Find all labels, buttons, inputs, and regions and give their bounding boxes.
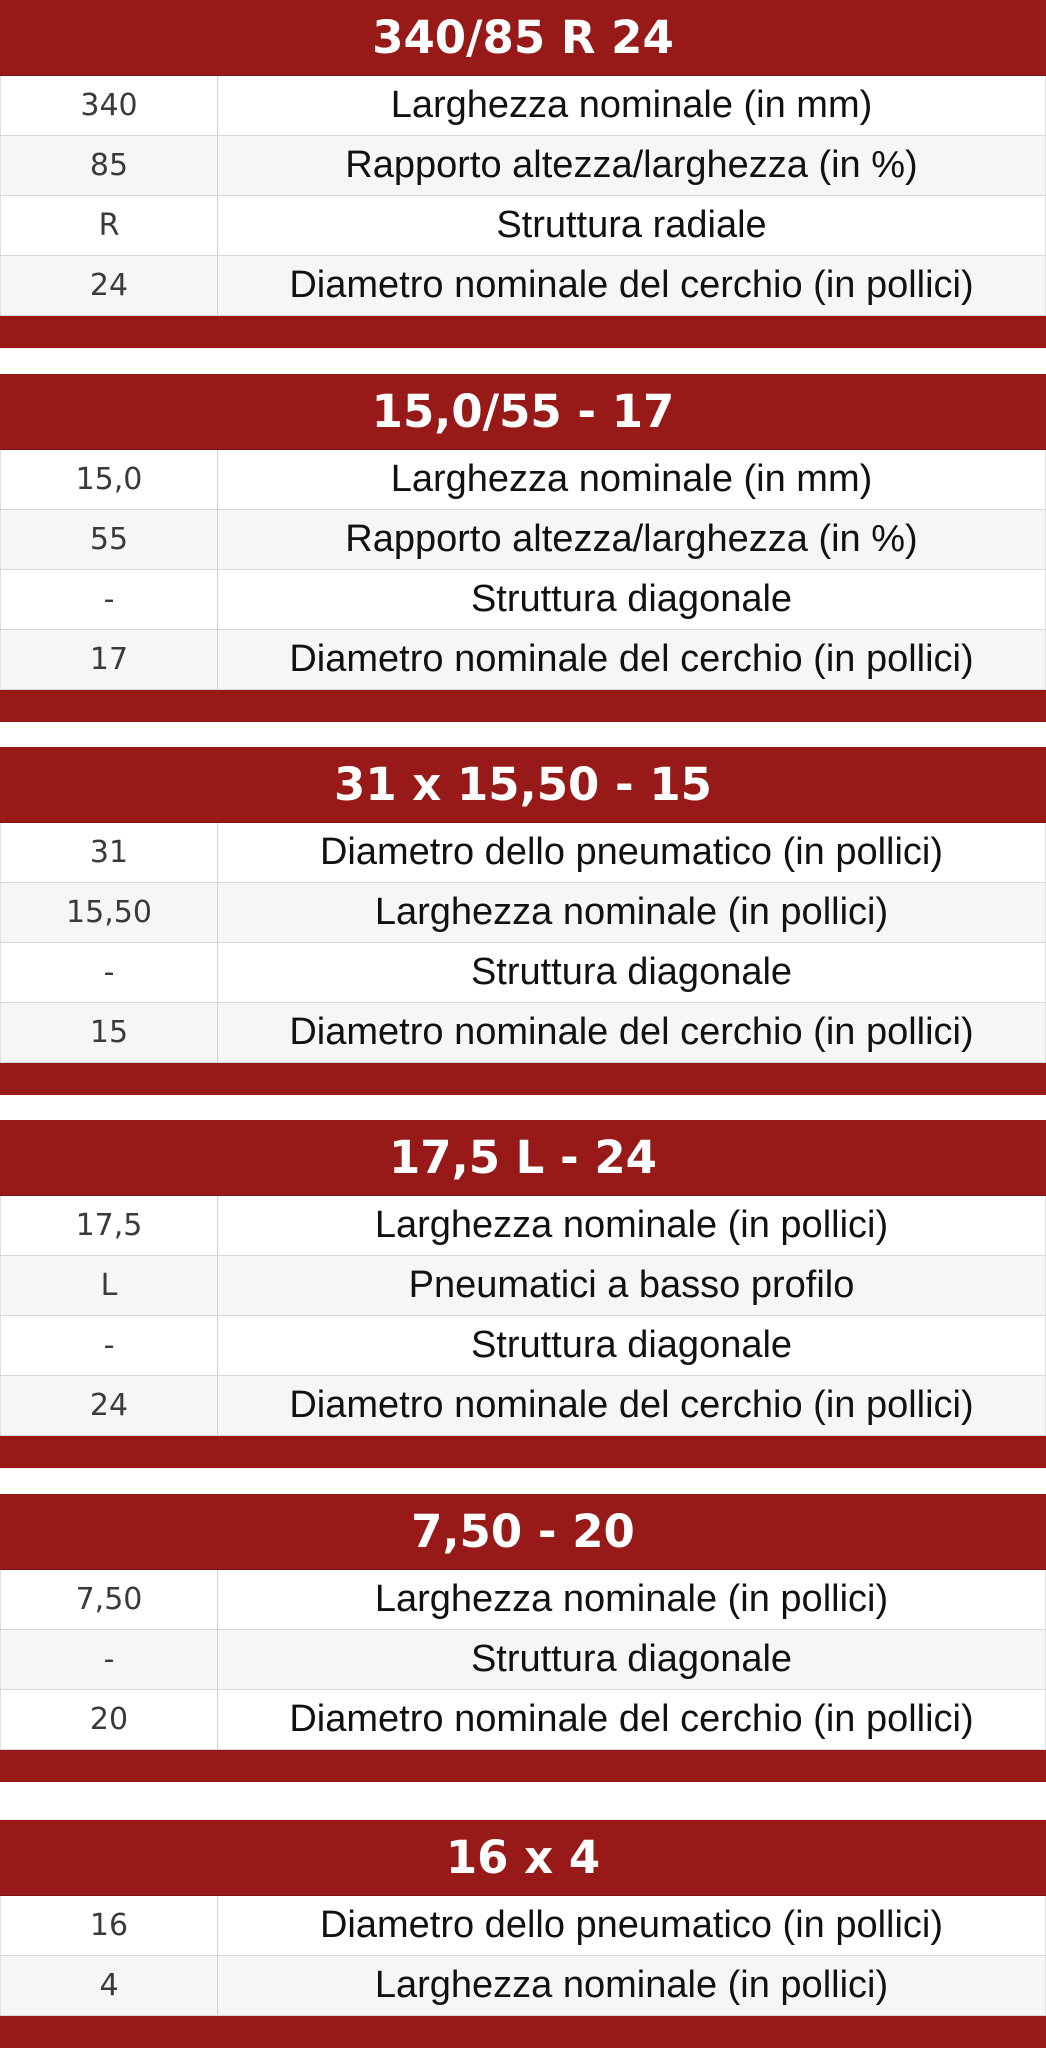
description-cell: Larghezza nominale (in pollici) — [218, 1570, 1046, 1629]
description-cell: Diametro nominale del cerchio (in pollici) — [218, 256, 1046, 315]
table-row — [0, 136, 1046, 196]
description-cell: Larghezza nominale (in mm) — [218, 450, 1046, 509]
code-cell: 15,50 — [0, 883, 218, 942]
code-cell: 20 — [0, 1690, 218, 1749]
table-footer-bar — [0, 316, 1046, 348]
code-cell: - — [0, 1630, 218, 1689]
description-cell: Larghezza nominale (in pollici) — [218, 1196, 1046, 1255]
description-cell: Rapporto altezza/larghezza (in %) — [218, 136, 1046, 195]
code-cell: 4 — [0, 1956, 218, 2015]
table-title: 15,0/55 - 17 — [0, 374, 1046, 450]
description-cell: Rapporto altezza/larghezza (in %) — [218, 510, 1046, 569]
table-row — [0, 823, 1046, 883]
tire-table-1 — [0, 0, 1046, 348]
table-row — [0, 1376, 1046, 1436]
code-cell: 17 — [0, 630, 218, 689]
description-cell: Diametro dello pneumatico (in pollici) — [218, 1896, 1046, 1955]
table-footer-bar — [0, 2016, 1046, 2048]
table-title: 7,50 - 20 — [0, 1494, 1046, 1570]
tire-table-5 — [0, 1494, 1046, 1782]
table-footer-bar — [0, 1436, 1046, 1468]
description-cell: Larghezza nominale (in mm) — [218, 76, 1046, 135]
code-cell: R — [0, 196, 218, 255]
table-row — [0, 1003, 1046, 1063]
code-cell: 15,0 — [0, 450, 218, 509]
description-cell: Diametro nominale del cerchio (in pollici) — [218, 630, 1046, 689]
table-title: 340/85 R 24 — [0, 0, 1046, 76]
code-cell: 55 — [0, 510, 218, 569]
table-row — [0, 196, 1046, 256]
description-cell: Larghezza nominale (in pollici) — [218, 883, 1046, 942]
table-row — [0, 1690, 1046, 1750]
table-row — [0, 630, 1046, 690]
description-cell: Struttura diagonale — [218, 943, 1046, 1002]
code-cell: 17,5 — [0, 1196, 218, 1255]
code-cell: 7,50 — [0, 1570, 218, 1629]
code-cell: L — [0, 1256, 218, 1315]
table-row — [0, 1570, 1046, 1630]
tire-table-4 — [0, 1120, 1046, 1468]
code-cell: - — [0, 943, 218, 1002]
tire-table-6 — [0, 1820, 1046, 2048]
table-row — [0, 256, 1046, 316]
table-row — [0, 943, 1046, 1003]
code-cell: 16 — [0, 1896, 218, 1955]
code-cell: - — [0, 570, 218, 629]
tire-table-3 — [0, 747, 1046, 1095]
table-footer-bar — [0, 1063, 1046, 1095]
code-cell: - — [0, 1316, 218, 1375]
table-row — [0, 1316, 1046, 1376]
table-footer-bar — [0, 1750, 1046, 1782]
table-title: 17,5 L - 24 — [0, 1120, 1046, 1196]
description-cell: Struttura diagonale — [218, 1630, 1046, 1689]
description-cell: Diametro nominale del cerchio (in pollici) — [218, 1690, 1046, 1749]
table-row — [0, 883, 1046, 943]
code-cell: 340 — [0, 76, 218, 135]
table-row — [0, 1196, 1046, 1256]
description-cell: Larghezza nominale (in pollici) — [218, 1956, 1046, 2015]
code-cell: 31 — [0, 823, 218, 882]
description-cell: Pneumatici a basso profilo — [218, 1256, 1046, 1315]
table-footer-bar — [0, 690, 1046, 722]
table-title: 31 x 15,50 - 15 — [0, 747, 1046, 823]
table-row — [0, 1630, 1046, 1690]
code-cell: 24 — [0, 1376, 218, 1435]
table-row — [0, 570, 1046, 630]
table-row — [0, 510, 1046, 570]
description-cell: Struttura diagonale — [218, 570, 1046, 629]
description-cell: Diametro nominale del cerchio (in pollici) — [218, 1003, 1046, 1062]
table-row — [0, 1256, 1046, 1316]
table-row — [0, 1896, 1046, 1956]
code-cell: 85 — [0, 136, 218, 195]
table-title: 16 x 4 — [0, 1820, 1046, 1896]
code-cell: 15 — [0, 1003, 218, 1062]
table-row — [0, 450, 1046, 510]
description-cell: Struttura radiale — [218, 196, 1046, 255]
code-cell: 24 — [0, 256, 218, 315]
description-cell: Diametro nominale del cerchio (in pollici) — [218, 1376, 1046, 1435]
tire-table-2 — [0, 374, 1046, 722]
table-row — [0, 76, 1046, 136]
table-row — [0, 1956, 1046, 2016]
description-cell: Diametro dello pneumatico (in pollici) — [218, 823, 1046, 882]
description-cell: Struttura diagonale — [218, 1316, 1046, 1375]
